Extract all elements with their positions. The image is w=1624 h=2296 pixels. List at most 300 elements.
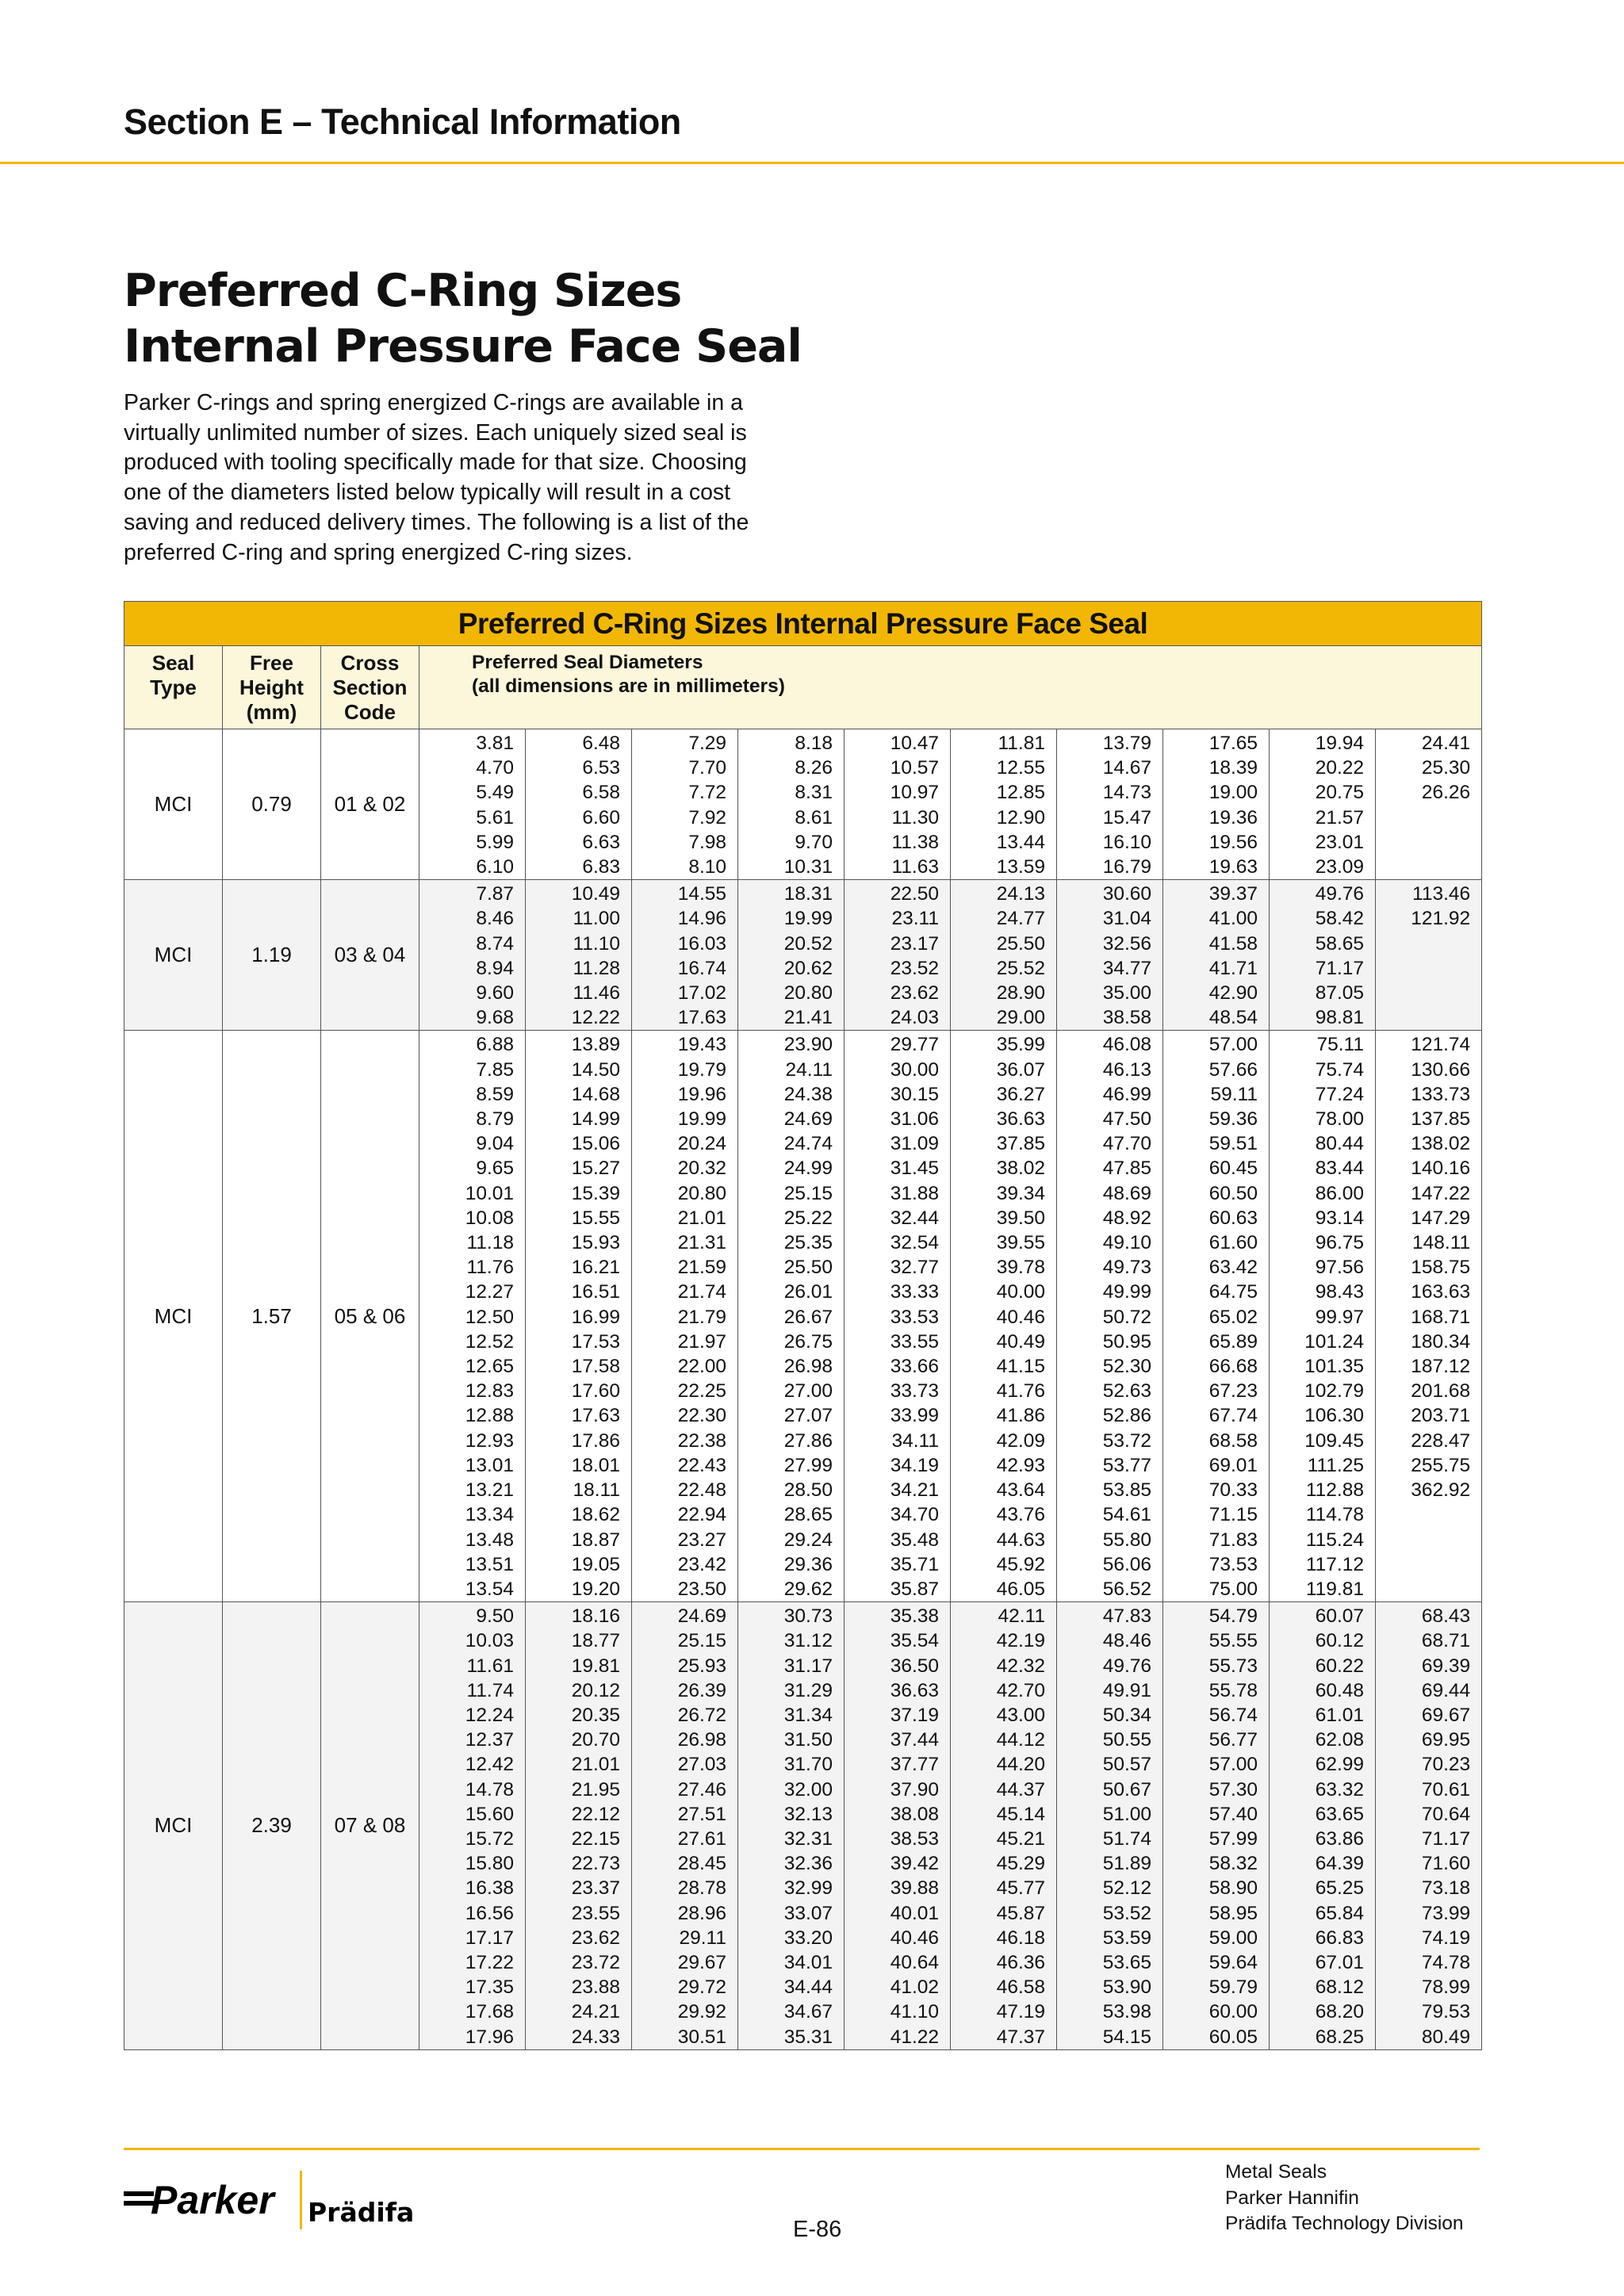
diameter-value: 45.77	[996, 1877, 1045, 1900]
diameter-value: 147.29	[1411, 1207, 1471, 1229]
diameter-value: 119.81	[1305, 1578, 1364, 1600]
diameter-value: 29.11	[679, 1927, 726, 1949]
diameter-value: 25.50	[783, 1257, 833, 1279]
diameter-value: 11.74	[466, 1679, 514, 1701]
diameter-value: 44.37	[996, 1778, 1045, 1800]
diameter-value: 12.37	[465, 1729, 514, 1751]
diameter-value: 38.08	[890, 1803, 939, 1825]
diameter-column-cell	[951, 729, 1057, 880]
diameter-column-cell	[419, 1031, 526, 1602]
diameter-value: 21.97	[677, 1330, 726, 1353]
diameter-value: 40.49	[996, 1330, 1045, 1353]
diameter-value: 62.99	[1315, 1754, 1364, 1776]
diameter-value: 13.21	[465, 1479, 514, 1502]
diameter-value: 34.19	[890, 1454, 939, 1476]
diameter-value: 25.35	[783, 1232, 833, 1254]
diameter-value: 19.99	[783, 908, 833, 930]
diameter-value: 25.50	[996, 932, 1045, 955]
diameter-value: 23.52	[890, 957, 939, 979]
table-title: Preferred C-Ring Sizes Internal Pressure Face Seal	[124, 602, 1482, 646]
diameter-column-cell	[526, 1031, 632, 1602]
diameter-value: 40.46	[890, 1927, 939, 1949]
diameter-value: 41.22	[890, 2026, 939, 2048]
diameter-value: 31.88	[890, 1182, 939, 1204]
diameter-value: 53.90	[1102, 1976, 1151, 1999]
diameter-value: 121.92	[1411, 908, 1471, 930]
diameter-value: 16.51	[571, 1281, 620, 1303]
diameter-value: 11.18	[466, 1232, 514, 1254]
diameter-value: 65.02	[1208, 1306, 1258, 1328]
diameter-value: 17.17	[465, 1927, 514, 1949]
diameter-value: 56.52	[1102, 1578, 1151, 1600]
diameter-value: 17.68	[465, 2001, 514, 2023]
diameter-value: 10.47	[890, 733, 939, 754]
table-body	[124, 729, 1482, 2050]
diameter-value: 11.00	[573, 908, 620, 930]
diameter-value: 69.44	[1421, 1679, 1471, 1701]
diameter-value: 23.42	[677, 1553, 726, 1575]
diameter-value: 12.55	[996, 757, 1045, 779]
diameter-value: 49.73	[1102, 1257, 1151, 1279]
diameter-value: 31.04	[1102, 908, 1151, 930]
diameter-value: 28.50	[783, 1479, 833, 1502]
diameter-value: 138.02	[1411, 1133, 1471, 1155]
diameter-value: 14.73	[1102, 782, 1151, 804]
diameter-value: 17.86	[571, 1429, 620, 1452]
diameter-value: 20.12	[571, 1679, 620, 1701]
header-cross-section-line: Code	[344, 700, 396, 724]
diameter-value: 5.61	[476, 806, 514, 828]
diameter-column-cell	[1057, 729, 1163, 880]
diameter-value: 17.35	[465, 1976, 514, 1999]
diameter-value: 20.22	[1315, 757, 1364, 779]
diameter-value: 6.83	[582, 856, 620, 878]
diameter-value: 49.76	[1315, 883, 1364, 905]
diameter-value: 23.37	[571, 1877, 620, 1900]
diameter-column-cell	[1270, 729, 1376, 880]
diameter-value: 34.44	[783, 1976, 833, 1999]
header-free-height-line: Free	[250, 651, 293, 675]
diameter-value: 77.24	[1315, 1083, 1364, 1105]
diameter-column-cell	[951, 1602, 1057, 2050]
diameter-column-cell	[738, 880, 845, 1031]
diameter-value: 9.04	[476, 1133, 514, 1155]
seal-type-cell: MCI	[124, 880, 223, 1031]
diameter-value: 59.64	[1208, 1951, 1258, 1973]
diameter-value: 12.85	[996, 782, 1045, 804]
diameter-value: 52.30	[1102, 1356, 1151, 1378]
diameter-value: 31.29	[783, 1679, 833, 1701]
diameter-value: 27.07	[783, 1405, 833, 1427]
table-row	[124, 880, 1482, 1031]
diameter-value: 67.01	[1315, 1951, 1364, 1973]
diameter-value: 34.77	[1102, 957, 1151, 979]
diameter-value: 71.17	[1421, 1827, 1471, 1850]
diameter-value: 4.70	[476, 757, 514, 779]
diameter-value: 52.63	[1102, 1380, 1151, 1402]
diameter-value: 21.41	[783, 1007, 833, 1029]
diameter-value: 17.02	[677, 982, 726, 1004]
diameter-value: 23.88	[571, 1976, 620, 1999]
diameter-value: 19.05	[571, 1553, 620, 1575]
diameter-value: 32.99	[783, 1877, 833, 1900]
diameter-column-cell	[419, 729, 526, 880]
diameter-value: 69.01	[1208, 1454, 1258, 1476]
diameter-value: 51.89	[1102, 1853, 1151, 1875]
diameter-value: 44.20	[996, 1754, 1045, 1776]
diameter-value: 25.30	[1421, 757, 1471, 779]
diameter-value: 15.80	[465, 1853, 514, 1875]
diameter-value: 30.00	[890, 1058, 939, 1081]
table-row	[124, 729, 1482, 880]
diameter-value: 21.31	[677, 1232, 726, 1254]
diameter-value: 13.54	[465, 1578, 514, 1600]
diameter-value: 39.50	[996, 1207, 1045, 1229]
diameter-value: 187.12	[1411, 1356, 1471, 1378]
diameter-value: 45.14	[996, 1803, 1045, 1825]
header-diameters-line: (all dimensions are in millimeters)	[472, 675, 785, 697]
diameter-value: 75.74	[1315, 1058, 1364, 1081]
diameter-column-cell	[951, 880, 1057, 1031]
diameter-value: 9.68	[476, 1007, 514, 1029]
diameter-value: 53.98	[1102, 2001, 1151, 2023]
diameter-value: 115.24	[1305, 1529, 1364, 1551]
diameter-value: 34.11	[891, 1429, 939, 1452]
diameter-value: 19.96	[677, 1083, 726, 1105]
diameter-value: 12.52	[465, 1330, 514, 1353]
diameter-value: 34.70	[890, 1504, 939, 1526]
diameter-value: 21.95	[571, 1778, 620, 1800]
diameter-value: 14.67	[1102, 757, 1151, 779]
diameter-value: 29.77	[890, 1034, 939, 1056]
intro-paragraph: Parker C-rings and spring energized C-rings are available in a virtually unlimited number of sizes. Each uniquely sized seal is produced with tooling specifically made for that size. Choosing one of the diameters listed below typically will result in a cost saving and reduced delivery times. The following is a list of the preferred C-ring and spring energized C-ring sizes.	[124, 390, 749, 565]
diameter-value: 42.19	[996, 1630, 1045, 1652]
diameter-value: 7.70	[688, 757, 726, 779]
diameter-value: 7.92	[688, 806, 726, 828]
header-rule	[0, 162, 1624, 164]
diameter-value: 11.61	[466, 1655, 514, 1677]
diameter-value: 9.60	[476, 982, 514, 1004]
parker-pradifa-logo	[124, 2166, 415, 2233]
diameter-value: 55.78	[1208, 1679, 1258, 1701]
diameter-value: 13.34	[465, 1504, 514, 1526]
diameter-value: 60.00	[1208, 2001, 1258, 2023]
diameter-value: 34.21	[890, 1479, 939, 1502]
diameter-value: 19.94	[1315, 733, 1364, 754]
diameter-column-cell	[1270, 1602, 1376, 2050]
diameter-value: 33.33	[890, 1281, 939, 1303]
diameter-value: 14.99	[571, 1108, 620, 1131]
diameter-value: 41.00	[1208, 908, 1258, 930]
diameter-value: 12.65	[465, 1356, 514, 1378]
diameter-value: 20.80	[783, 982, 833, 1004]
diameter-value: 32.56	[1102, 932, 1151, 955]
diameter-value: 24.38	[783, 1083, 833, 1105]
diameter-value: 78.99	[1421, 1976, 1471, 1999]
diameter-value: 12.22	[571, 1007, 620, 1029]
diameter-value: 57.66	[1208, 1058, 1258, 1081]
diameter-value: 22.73	[571, 1853, 620, 1875]
diameter-column-cell	[1163, 880, 1270, 1031]
diameter-value: 19.63	[1208, 856, 1258, 878]
diameter-value: 56.06	[1102, 1553, 1151, 1575]
diameter-column-cell	[1057, 880, 1163, 1031]
diameter-value: 70.33	[1208, 1479, 1258, 1502]
diameter-value: 23.62	[571, 1927, 620, 1949]
diameter-value: 35.87	[890, 1578, 939, 1600]
diameter-value: 80.44	[1315, 1133, 1364, 1155]
diameter-value: 8.46	[476, 908, 514, 930]
diameter-value: 7.72	[688, 782, 726, 804]
diameter-value: 34.01	[783, 1951, 833, 1973]
diameter-value: 7.98	[688, 831, 726, 853]
diameter-value: 20.75	[1315, 782, 1364, 804]
diameter-value: 39.42	[890, 1853, 939, 1875]
diameter-value: 33.55	[890, 1330, 939, 1353]
diameter-value: 6.88	[476, 1034, 514, 1056]
diameter-value: 22.12	[571, 1803, 620, 1825]
diameter-value: 11.81	[998, 733, 1045, 754]
cross-section-cell: 03 & 04	[321, 880, 419, 1031]
diameter-value: 33.73	[890, 1380, 939, 1402]
diameter-value: 12.27	[465, 1281, 514, 1303]
diameter-value: 41.02	[890, 1976, 939, 1999]
diameter-value: 70.61	[1421, 1778, 1471, 1800]
diameter-value: 11.28	[573, 957, 620, 979]
diameter-value: 46.36	[996, 1951, 1045, 1973]
diameter-value: 18.87	[571, 1529, 620, 1551]
diameter-value: 68.12	[1315, 1976, 1364, 1999]
diameter-value: 11.46	[573, 982, 620, 1004]
diameter-value: 68.20	[1315, 2001, 1364, 2023]
footer-division-info	[1225, 2160, 1464, 2237]
diameter-value: 68.58	[1208, 1429, 1258, 1452]
diameter-value: 12.50	[465, 1306, 514, 1328]
diameter-value: 32.54	[890, 1232, 939, 1254]
diameter-column-cell	[419, 880, 526, 1031]
diameter-value: 21.79	[677, 1306, 726, 1328]
diameter-value: 37.44	[890, 1729, 939, 1751]
diameter-column-cell	[738, 1031, 845, 1602]
diameter-value: 98.81	[1315, 1007, 1364, 1029]
seal-type-cell: MCI	[124, 729, 223, 880]
diameter-value: 9.50	[476, 1605, 514, 1628]
diameter-value: 70.23	[1421, 1754, 1471, 1776]
free-height-cell: 1.57	[223, 1031, 321, 1602]
diameter-column-cell	[738, 729, 845, 880]
diameter-value: 53.52	[1102, 1902, 1151, 1924]
diameter-value: 13.79	[1102, 733, 1151, 754]
diameter-value: 6.58	[582, 782, 620, 804]
diameter-value: 48.92	[1102, 1207, 1151, 1229]
diameter-value: 147.22	[1411, 1182, 1471, 1204]
diameter-value: 117.12	[1305, 1553, 1364, 1575]
diameter-column-cell	[845, 1602, 951, 2050]
diameter-value: 69.39	[1421, 1655, 1471, 1677]
diameter-value: 55.80	[1102, 1529, 1151, 1551]
diameter-value: 24.74	[783, 1133, 833, 1155]
diameter-value: 33.20	[783, 1927, 833, 1949]
diameter-value: 14.68	[571, 1083, 620, 1105]
diameter-value: 16.99	[571, 1306, 620, 1328]
header-diameters-line: Preferred Seal Diameters	[472, 652, 703, 673]
diameter-value: 24.99	[783, 1158, 833, 1180]
diameter-value: 33.53	[890, 1306, 939, 1328]
diameter-value: 26.98	[677, 1729, 726, 1751]
diameter-value: 28.96	[677, 1902, 726, 1924]
diameter-value: 66.68	[1208, 1356, 1258, 1378]
diameter-value: 113.46	[1412, 883, 1471, 905]
diameter-value: 22.48	[677, 1479, 726, 1502]
diameter-value: 47.50	[1102, 1108, 1151, 1131]
footer-line: Parker Hannifin	[1225, 2187, 1359, 2209]
diameter-value: 28.90	[996, 982, 1045, 1004]
diameter-column-cell	[526, 880, 632, 1031]
diameter-value: 63.42	[1208, 1257, 1258, 1279]
diameter-column-cell	[632, 1602, 738, 2050]
diameter-value: 5.99	[476, 831, 514, 853]
cross-section-cell: 07 & 08	[321, 1602, 419, 2050]
diameter-value: 42.32	[996, 1655, 1045, 1677]
diameter-value: 50.57	[1102, 1754, 1151, 1776]
diameter-value: 26.98	[783, 1356, 833, 1378]
diameter-value: 20.62	[783, 957, 833, 979]
diameter-value: 38.53	[890, 1827, 939, 1850]
diameter-value: 60.50	[1208, 1182, 1258, 1204]
diameter-value: 53.72	[1102, 1429, 1151, 1452]
diameter-value: 56.77	[1208, 1729, 1258, 1751]
diameter-value: 15.39	[571, 1182, 620, 1204]
diameter-value: 26.67	[783, 1306, 833, 1328]
diameter-value: 19.99	[677, 1108, 726, 1131]
seal-type-cell: MCI	[124, 1602, 223, 2050]
diameter-value: 35.71	[890, 1553, 939, 1575]
diameter-value: 121.74	[1411, 1034, 1471, 1056]
diameter-value: 27.00	[783, 1380, 833, 1402]
diameter-column-cell	[1376, 1602, 1482, 2050]
diameter-value: 8.94	[476, 957, 514, 979]
diameter-value: 67.23	[1208, 1380, 1258, 1402]
diameter-value: 66.83	[1315, 1927, 1364, 1949]
cross-section-cell: 01 & 02	[321, 729, 419, 880]
footer-rule	[124, 2148, 1480, 2150]
diameter-value: 43.64	[996, 1479, 1045, 1502]
diameter-value: 83.44	[1315, 1158, 1364, 1180]
diameter-value: 60.48	[1315, 1679, 1364, 1701]
diameter-value: 31.70	[783, 1754, 833, 1776]
diameter-value: 31.12	[783, 1630, 833, 1652]
diameter-value: 53.85	[1102, 1479, 1151, 1502]
diameter-value: 101.35	[1304, 1356, 1364, 1378]
diameter-value: 27.03	[677, 1754, 726, 1776]
diameter-column-cell	[845, 880, 951, 1031]
diameter-column-cell	[845, 729, 951, 880]
diameter-value: 8.26	[795, 757, 833, 779]
diameter-value: 133.73	[1411, 1083, 1471, 1105]
diameter-value: 14.55	[677, 883, 726, 905]
diameter-column-cell	[951, 1031, 1057, 1602]
diameter-column-cell	[1057, 1031, 1163, 1602]
diameter-value: 22.15	[571, 1827, 620, 1850]
diameter-value: 24.03	[890, 1007, 939, 1029]
diameter-value: 23.27	[677, 1529, 726, 1551]
diameter-value: 109.45	[1304, 1429, 1364, 1452]
diameter-value: 29.24	[783, 1529, 833, 1551]
diameter-value: 17.58	[571, 1356, 620, 1378]
diameter-value: 50.95	[1102, 1330, 1151, 1353]
diameter-value: 25.22	[783, 1207, 833, 1229]
diameter-value: 29.72	[677, 1976, 726, 1999]
diameter-value: 58.95	[1208, 1902, 1258, 1924]
diameter-value: 69.95	[1421, 1729, 1471, 1751]
diameter-value: 101.24	[1304, 1330, 1364, 1353]
diameter-value: 16.79	[1102, 856, 1151, 878]
header-cross-section-line: Cross	[340, 651, 400, 675]
diameter-value: 25.15	[783, 1182, 833, 1204]
diameter-value: 54.61	[1102, 1504, 1151, 1526]
diameter-value: 8.59	[476, 1083, 514, 1105]
diameter-value: 45.29	[996, 1853, 1045, 1875]
diameter-value: 59.11	[1210, 1083, 1258, 1105]
diameter-value: 15.72	[465, 1827, 514, 1850]
diameter-value: 71.60	[1421, 1853, 1471, 1875]
diameter-value: 11.10	[573, 932, 620, 955]
diameter-value: 22.94	[677, 1504, 726, 1526]
diameter-value: 31.09	[890, 1133, 939, 1155]
diameter-column-cell	[526, 729, 632, 880]
diameter-value: 41.10	[890, 2001, 939, 2023]
diameter-value: 71.83	[1208, 1529, 1258, 1551]
diameter-value: 50.55	[1102, 1729, 1151, 1751]
logo-text: Parker	[151, 2178, 274, 2222]
diameter-value: 10.49	[571, 883, 620, 905]
diameter-value: 46.18	[996, 1927, 1045, 1949]
diameter-value: 11.30	[891, 806, 939, 828]
diameter-value: 57.00	[1208, 1034, 1258, 1056]
diameter-column-cell	[1270, 880, 1376, 1031]
diameter-value: 36.63	[996, 1108, 1045, 1131]
diameter-value: 24.69	[677, 1605, 726, 1628]
diameter-value: 46.08	[1102, 1034, 1151, 1056]
diameter-value: 9.65	[476, 1158, 514, 1180]
diameter-value: 362.92	[1411, 1479, 1471, 1502]
diameter-value: 13.01	[465, 1454, 514, 1476]
diameter-value: 12.90	[996, 806, 1045, 828]
diameter-value: 22.43	[677, 1454, 726, 1476]
diameter-value: 25.15	[677, 1630, 726, 1652]
diameter-value: 71.15	[1208, 1504, 1258, 1526]
diameter-column-cell	[526, 1602, 632, 2050]
diameter-value: 54.15	[1102, 2026, 1151, 2048]
diameter-value: 87.05	[1315, 982, 1364, 1004]
sizes-table	[124, 601, 1482, 2050]
diameter-value: 10.97	[890, 782, 939, 804]
diameter-value: 32.44	[890, 1207, 939, 1229]
diameter-value: 50.72	[1102, 1306, 1151, 1328]
diameter-value: 75.11	[1316, 1034, 1364, 1056]
diameter-value: 42.93	[996, 1454, 1045, 1476]
diameter-value: 16.10	[1102, 831, 1151, 853]
diameter-value: 57.40	[1208, 1803, 1258, 1825]
diameter-value: 39.34	[996, 1182, 1045, 1204]
diameter-value: 48.69	[1102, 1182, 1151, 1204]
diameter-value: 102.79	[1304, 1380, 1364, 1402]
diameter-value: 60.07	[1315, 1605, 1364, 1628]
diameter-value: 42.70	[996, 1679, 1045, 1701]
diameter-value: 47.83	[1102, 1605, 1151, 1628]
diameter-value: 47.85	[1102, 1158, 1151, 1180]
diameter-value: 39.88	[890, 1877, 939, 1900]
